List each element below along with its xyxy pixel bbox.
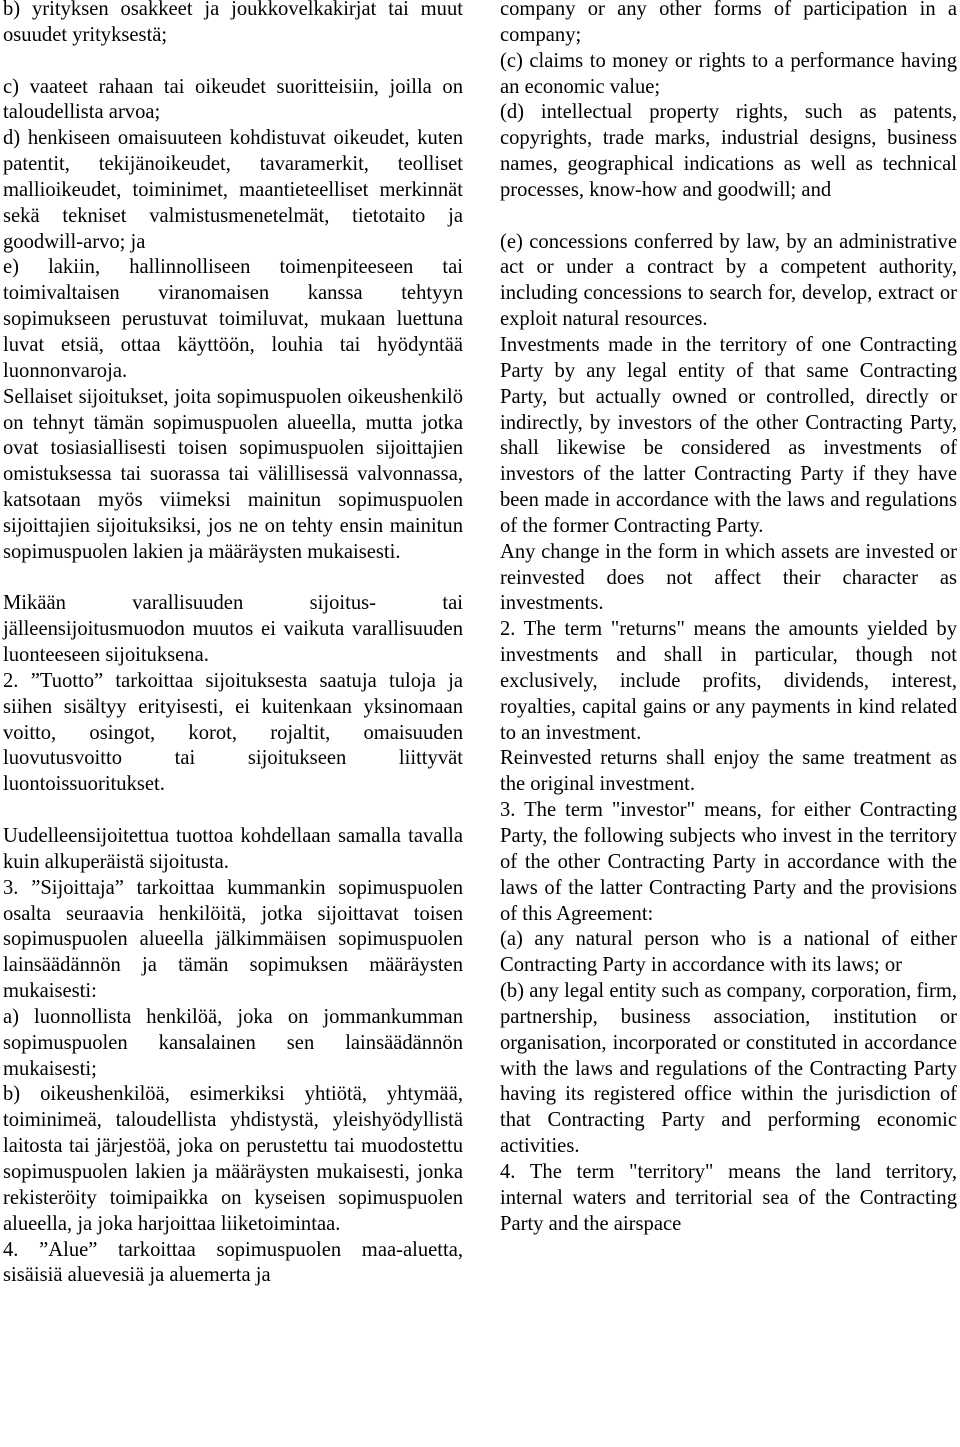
paragraph-reinvested-en: Reinvested returns shall enjoy the same treatment as the original investment. <box>500 747 957 796</box>
spacer <box>3 49 463 75</box>
paragraph-territory-en: 4. The term "territory" means the land territory, internal waters and territorial sea of the Contracting Party and the airspace <box>500 1160 957 1235</box>
paragraph-d-fi: d) henkiseen omaisuuteen kohdistuvat oikeudet, kuten patentit, tekijänoikeudet, tavaramerkit, teolliset mallioikeudet, toiminimet, maantieteelliset merkinnät sekä tekniset valmistusmenetelmät, tietotaito ja goodwill-arvo; ja <box>3 127 463 253</box>
spacer <box>3 566 463 592</box>
paragraph-investments-fi: Sellaiset sijoitukset, joita sopimuspuolen oikeushenkilö on tehnyt tämän sopimuspuolen alueella, mutta jotka ovat tosiasiallisesti toisen sopimuspuolen sijoittajien omistuksessa tai suorassa tai välillisessä valvonnassa, katsotaan myös viimeksi mainitun sopimuspuolen sijoittajien sijoituksiksi, jos ne on tehty ensin mainitun sopimuspuolen lakien ja määräysten mukaisesti. <box>3 385 463 563</box>
paragraph-e-en: (e) concessions conferred by law, by an administrative act or under a contract by a competent authority, including concessions to search for, develop, extract or exploit natural resources. <box>500 230 957 331</box>
english-column <box>500 0 957 1238</box>
paragraph-b-fi: b) yrityksen osakkeet ja joukkovelkakirjat tai muut osuudet yrityksestä; <box>3 0 463 46</box>
paragraph-natural-person-fi: a) luonnollista henkilöä, joka on jommankumman sopimuspuolen kansalainen sen lainsäädännön mukaisesti; <box>3 1005 463 1080</box>
spacer <box>3 798 463 824</box>
paragraph-change-form-en: Any change in the form in which assets are invested or reinvested does not affect their character as investments. <box>500 540 957 615</box>
paragraph-c-fi: c) vaateet rahaan tai oikeudet suoritteisiin, joilla on taloudellista arvoa; <box>3 75 463 124</box>
spacer <box>500 204 957 230</box>
paragraph-investor-en: 3. The term "investor" means, for either Contracting Party, the following subjects who invest in the territory of the other Contracting Party in accordance with the laws of the latter Contracting Party and the provisions of this Agreement: <box>500 799 957 925</box>
paragraph-returns-fi: 2. ”Tuotto” tarkoittaa sijoituksesta saatuja tuloja ja siihen sisältyy erityisesti, ei kuitenkaan yksinomaan voitto, osingot, korot, rojaltit, omaisuuden luovutusvoitto tai sijoitukseen liittyvät luontoissuoritukset. <box>3 669 463 796</box>
finnish-column <box>3 0 463 1289</box>
paragraph-c-en: (c) claims to money or rights to a performance having an economic value; <box>500 49 957 98</box>
paragraph-legal-entity-en: (b) any legal entity such as company, corporation, firm, partnership, business association, institution or organisation, incorporated or constituted in accordance with the laws and regulations of the Contracting Party having its registered office within the jurisdiction of that Contracting Party and performing economic activities. <box>500 980 957 1158</box>
paragraph-returns-en: 2. The term "returns" means the amounts yielded by investments and shall in particular, though not exclusively, include profits, dividends, interest, royalties, capital gains or any payments in kind related to an investment. <box>500 618 957 744</box>
paragraph-legal-entity-fi: b) oikeushenkilöä, esimerkiksi yhtiötä, yhtymää, toiminimeä, taloudellista yhdistystä, yleishyödyllistä laitosta tai järjestöä, joka on perustettu tai muodostettu sopimuspuolen lakien ja määräysten mukaisesti, jonka rekisteröity toimipaikka on kyseisen sopimuspuolen alueella, ja joka harjoittaa liiketoimintaa. <box>3 1083 463 1235</box>
paragraph-e-fi: e) lakiin, hallinnolliseen toimenpiteeseen tai toimivaltaisen viranomaisen kanssa tehtyyn sopimukseen perustuvat toimiluvat, mukaan luettuna luvat etsiä, ottaa käyttöön, louhia tai hyödyntää luonnonvaroja. <box>3 256 463 382</box>
paragraph-b-en: company or any other forms of participation in a company; <box>500 0 957 46</box>
paragraph-d-en: (d) intellectual property rights, such as patents, copyrights, trade marks, industrial designs, business names, geographical indications as well as technical processes, know-how and goodwill; and <box>500 101 957 201</box>
paragraph-reinvested-fi: Uudelleensijoitettua tuottoa kohdellaan samalla tavalla kuin alkuperäistä sijoitusta. <box>3 825 463 873</box>
paragraph-change-form-fi: Mikään varallisuuden sijoitus- tai jälleensijoitusmuodon muutos ei vaikuta varallisuuden luonteeseen sijoituksena. <box>3 592 463 667</box>
paragraph-territory-fi: 4. ”Alue” tarkoittaa sopimuspuolen maa-aluetta, sisäisiä aluevesiä ja aluemerta ja <box>3 1238 463 1287</box>
paragraph-investor-fi: 3. ”Sijoittaja” tarkoittaa kummankin sopimuspuolen osalta seuraavia henkilöitä, jotka sijoittavat toisen sopimuspuolen alueella jälkimmäisen sopimuspuolen lainsäädännön ja tämän sopimuksen määräysten mukaisesti: <box>3 876 463 1003</box>
paragraph-investments-en: Investments made in the territory of one Contracting Party by any legal entity of that same Contracting Party, but actually owned or controlled, directly or indirectly, by investors of the other Contracting Party, shall likewise be considered as investments of investors of the latter Contracting Party if they have been made in accordance with the laws and regulations of the former Contracting Party. <box>500 333 957 537</box>
paragraph-natural-person-en: (a) any natural person who is a national of either Contracting Party in accordance with its laws; or <box>500 928 957 977</box>
